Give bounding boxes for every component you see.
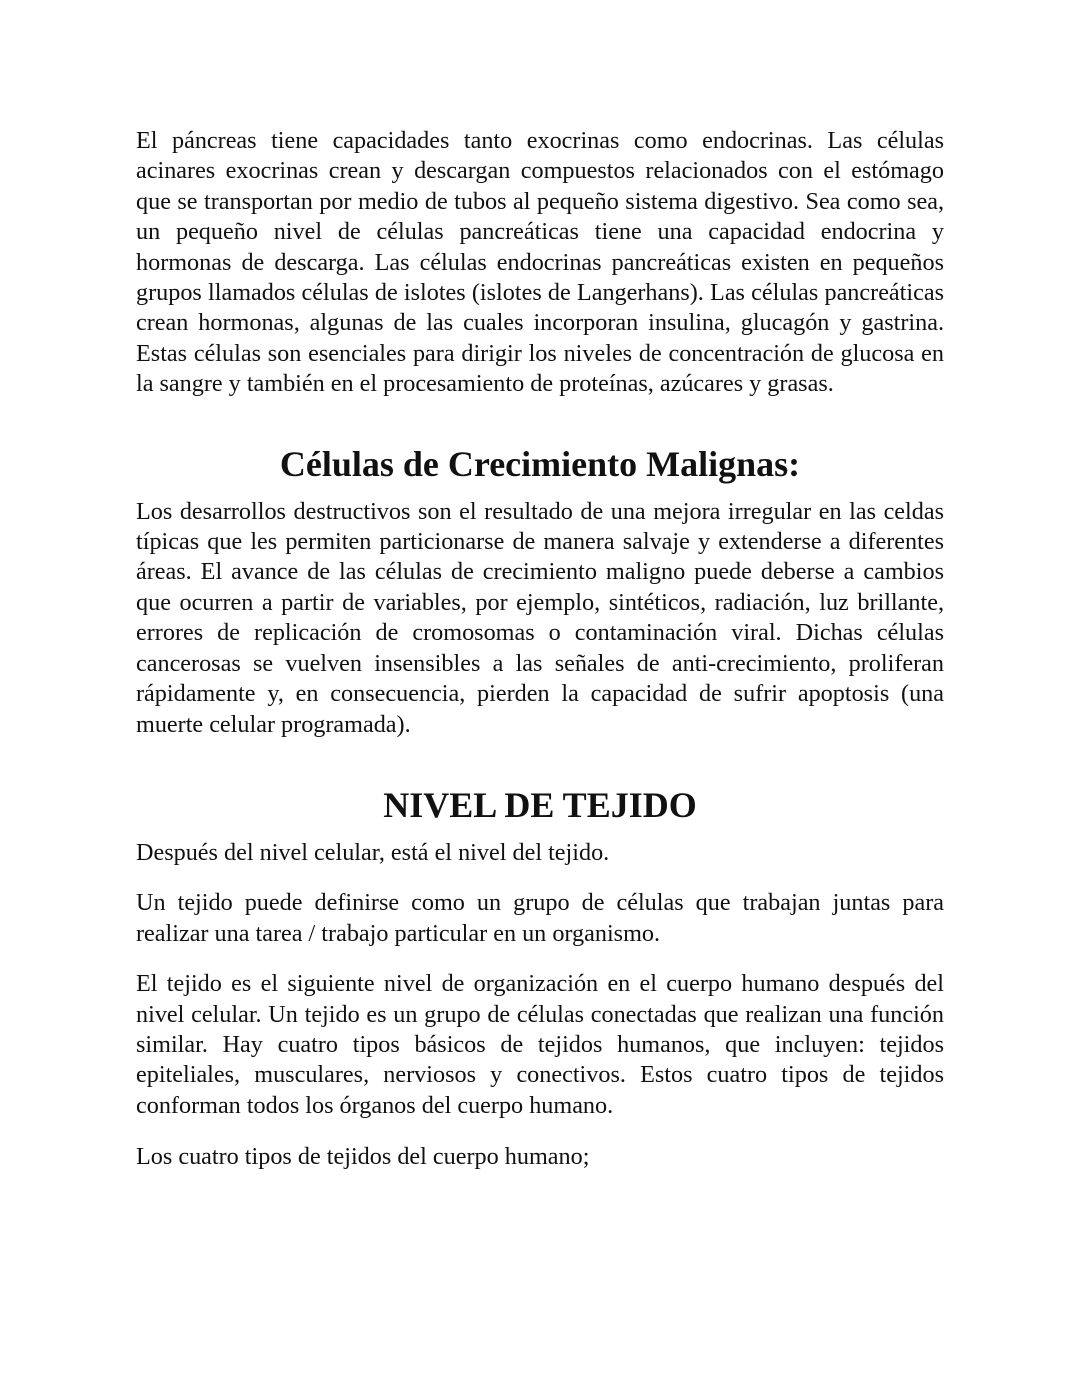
malignant-cells-paragraph: Los desarrollos destructivos son el resultado de una mejora irregular en las celdas típicas que les permiten particionarse de manera salvaje y extenderse a diferentes áreas. El avance de las células de crecimiento maligno puede deberse a cambios que ocurren a partir de variables, por ejemplo, sintéticos, radiación, luz brillante, errores de replicación de cromosomas o contaminación viral. Dichas células cancerosas se vuelven insensibles a las señales de anti-crecimiento, proliferan rápidamente y, en consecuencia, pierden la capacidad de sufrir apoptosis (una muerte celular programada).	[136, 497, 944, 738]
tissue-types-lead-paragraph: Los cuatro tipos de tejidos del cuerpo humano;	[136, 1143, 590, 1171]
tissue-definition-paragraph: Un tejido puede definirse como un grupo de células que trabajan juntas para realizar una tarea / trabajo particular en un organismo.	[136, 889, 944, 947]
section-heading-tissue-level: NIVEL DE TEJIDO	[383, 784, 697, 825]
intro-paragraph: El páncreas tiene capacidades tanto exocrinas como endocrinas. Las células acinares exocrinas crean y descargan compuestos relacionados con el estómago que se transportan por medio de tubos al pequeño sistema digestivo. Sea como sea, un pequeño nivel de células pancreáticas tiene una capacidad endocrina y hormonas de descarga. Las células endocrinas pancreáticas existen en pequeños grupos llamados células de islotes (islotes de Langerhans). Las células pancreáticas crean hormonas, algunas de las cuales incorporan insulina, glucagón y gastrina. Estas células son esenciales para dirigir los niveles de concentración de glucosa en la sangre y también en el procesamiento de proteínas, azúcares y grasas.	[136, 127, 944, 398]
tissue-types-paragraph: El tejido es el siguiente nivel de organización en el cuerpo humano después del nivel celular. Un tejido es un grupo de células conectadas que realizan una función similar. Hay cuatro tipos básicos de tejidos humanos, que incluyen: tejidos epiteliales, musculares, nerviosos y conectivos. Estos cuatro tipos de tejidos conforman todos los órganos del cuerpo humano.	[136, 970, 944, 1119]
document-page	[136, 126, 944, 1173]
section-heading-malignant-cells: Células de Crecimiento Malignas:	[279, 443, 801, 484]
tissue-intro-paragraph: Después del nivel celular, está el nivel del tejido.	[136, 838, 610, 866]
